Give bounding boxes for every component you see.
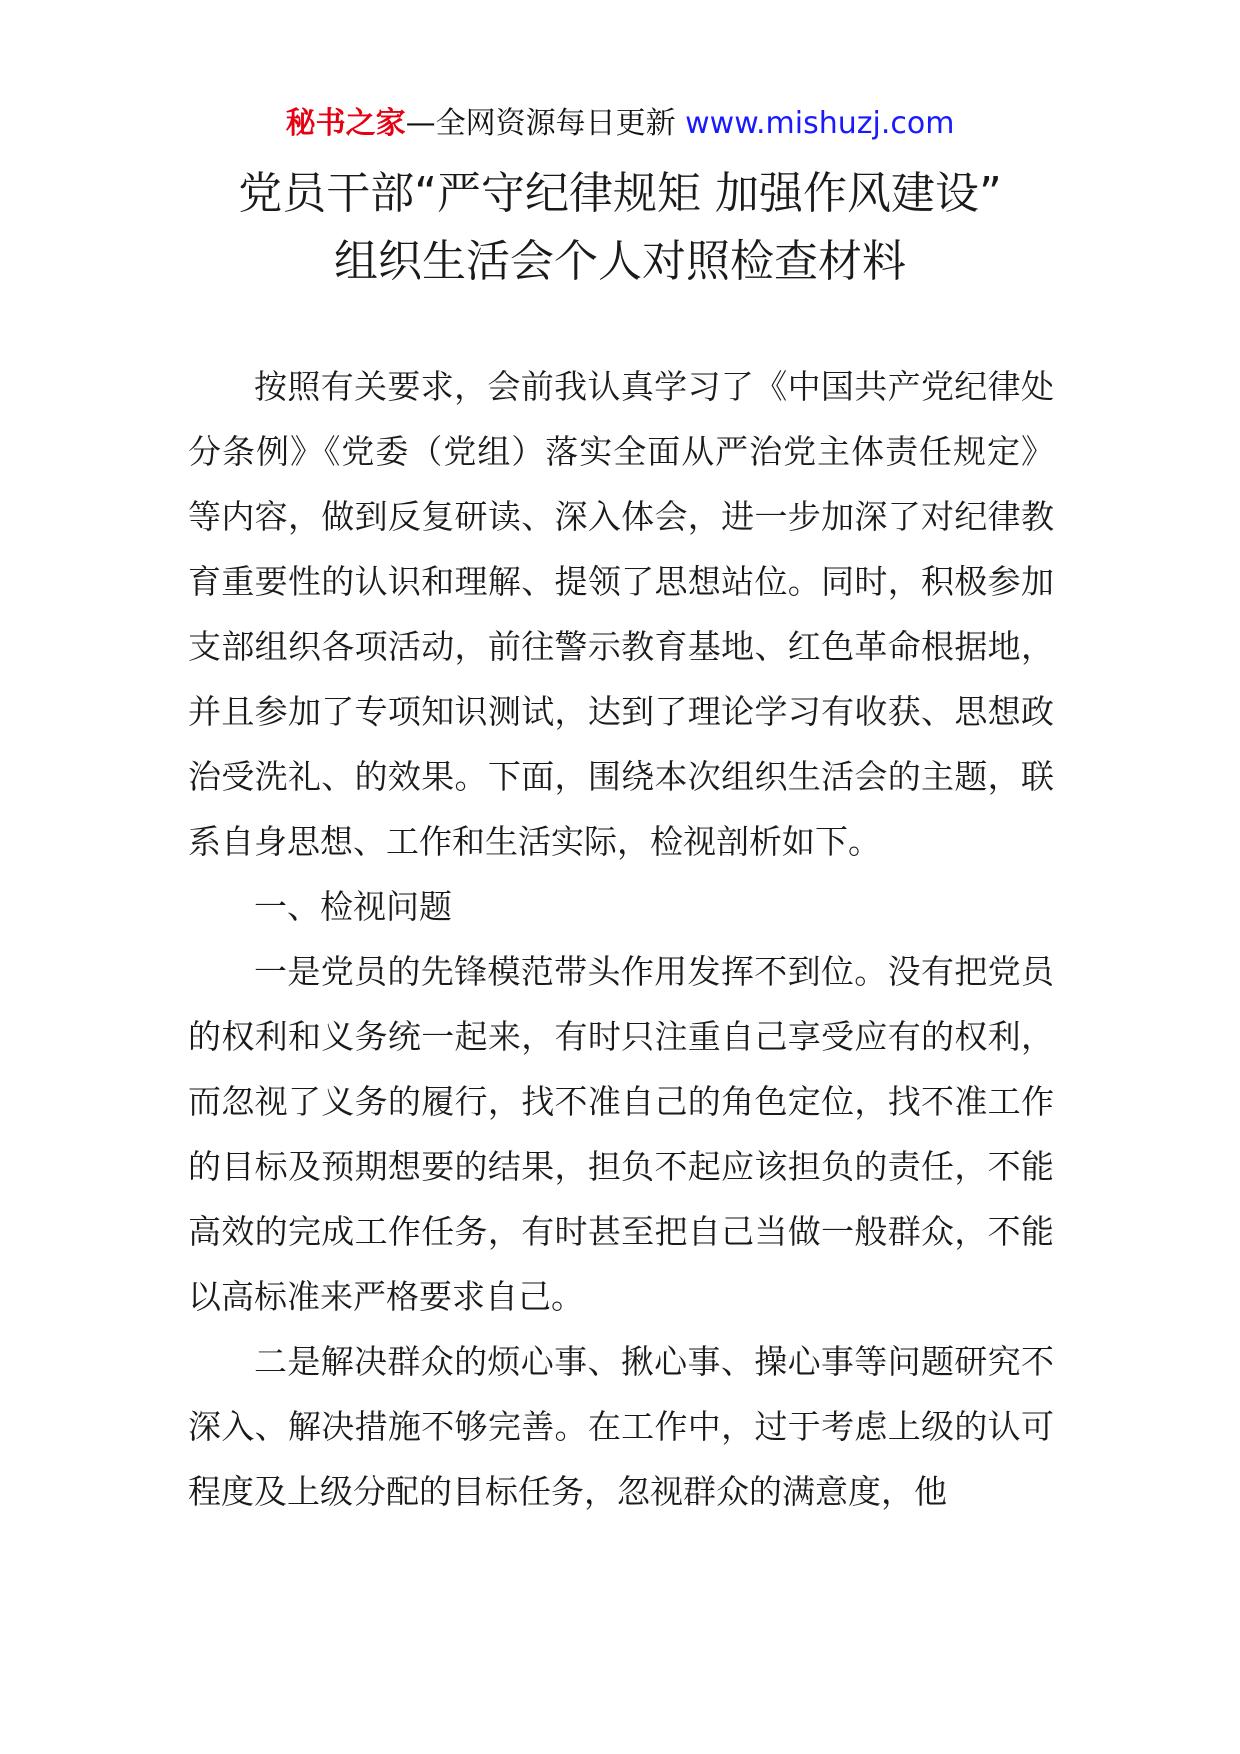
- site-brand: 秘书之家: [285, 106, 406, 141]
- title-line-1: 党员干部“严守纪律规矩 加强作风建设”: [238, 168, 1002, 219]
- paragraph-issue-2: 二是解决群众的烦心事、揪心事、操心事等问题研究不深入、解决措施不够完善。在工作中，过于考虑上级的认可程度及上级分配的目标任务，忽视群众的满意度，他: [188, 1342, 1054, 1511]
- paragraph-intro: 按照有关要求，会前我认真学习了《中国共产党纪律处分条例》《党委（党组）落实全面从严治党主体责任规定》等内容，做到反复研读、深入体会，进一步加深了对纪律教育重要性的认识和理解、提领了思想站位。同时，积极参加支部组织各项活动，前往警示教育基地、红色革命根据地，并且参加了专项知识测试，达到了理论学习有收获、思想政治受洗礼、的效果。下面，围绕本次组织生活会的主题，联系自身思想、工作和生活实际，检视剖析如下。: [188, 367, 1054, 861]
- site-header: [0, 100, 1240, 148]
- site-tagline: —全网资源每日更新: [405, 106, 676, 141]
- section-heading: 一、检视问题: [254, 887, 452, 926]
- document-title: [0, 160, 1240, 296]
- title-line-2: 组织生活会个人对照检查材料: [334, 236, 906, 287]
- paragraph-issue-1: 一是党员的先锋模范带头作用发挥不到位。没有把党员的权利和义务统一起来，有时只注重自己享受应有的权利，而忽视了义务的履行，找不准自己的角色定位，找不准工作的目标及预期想要的结果，担负不起应该担负的责任，不能高效的完成工作任务，有时甚至把自己当做一般群众，不能以高标准来严格要求自己。: [188, 952, 1054, 1316]
- site-url-link[interactable]: www.mishuzj.com: [685, 106, 955, 141]
- document-body: [188, 354, 1054, 1524]
